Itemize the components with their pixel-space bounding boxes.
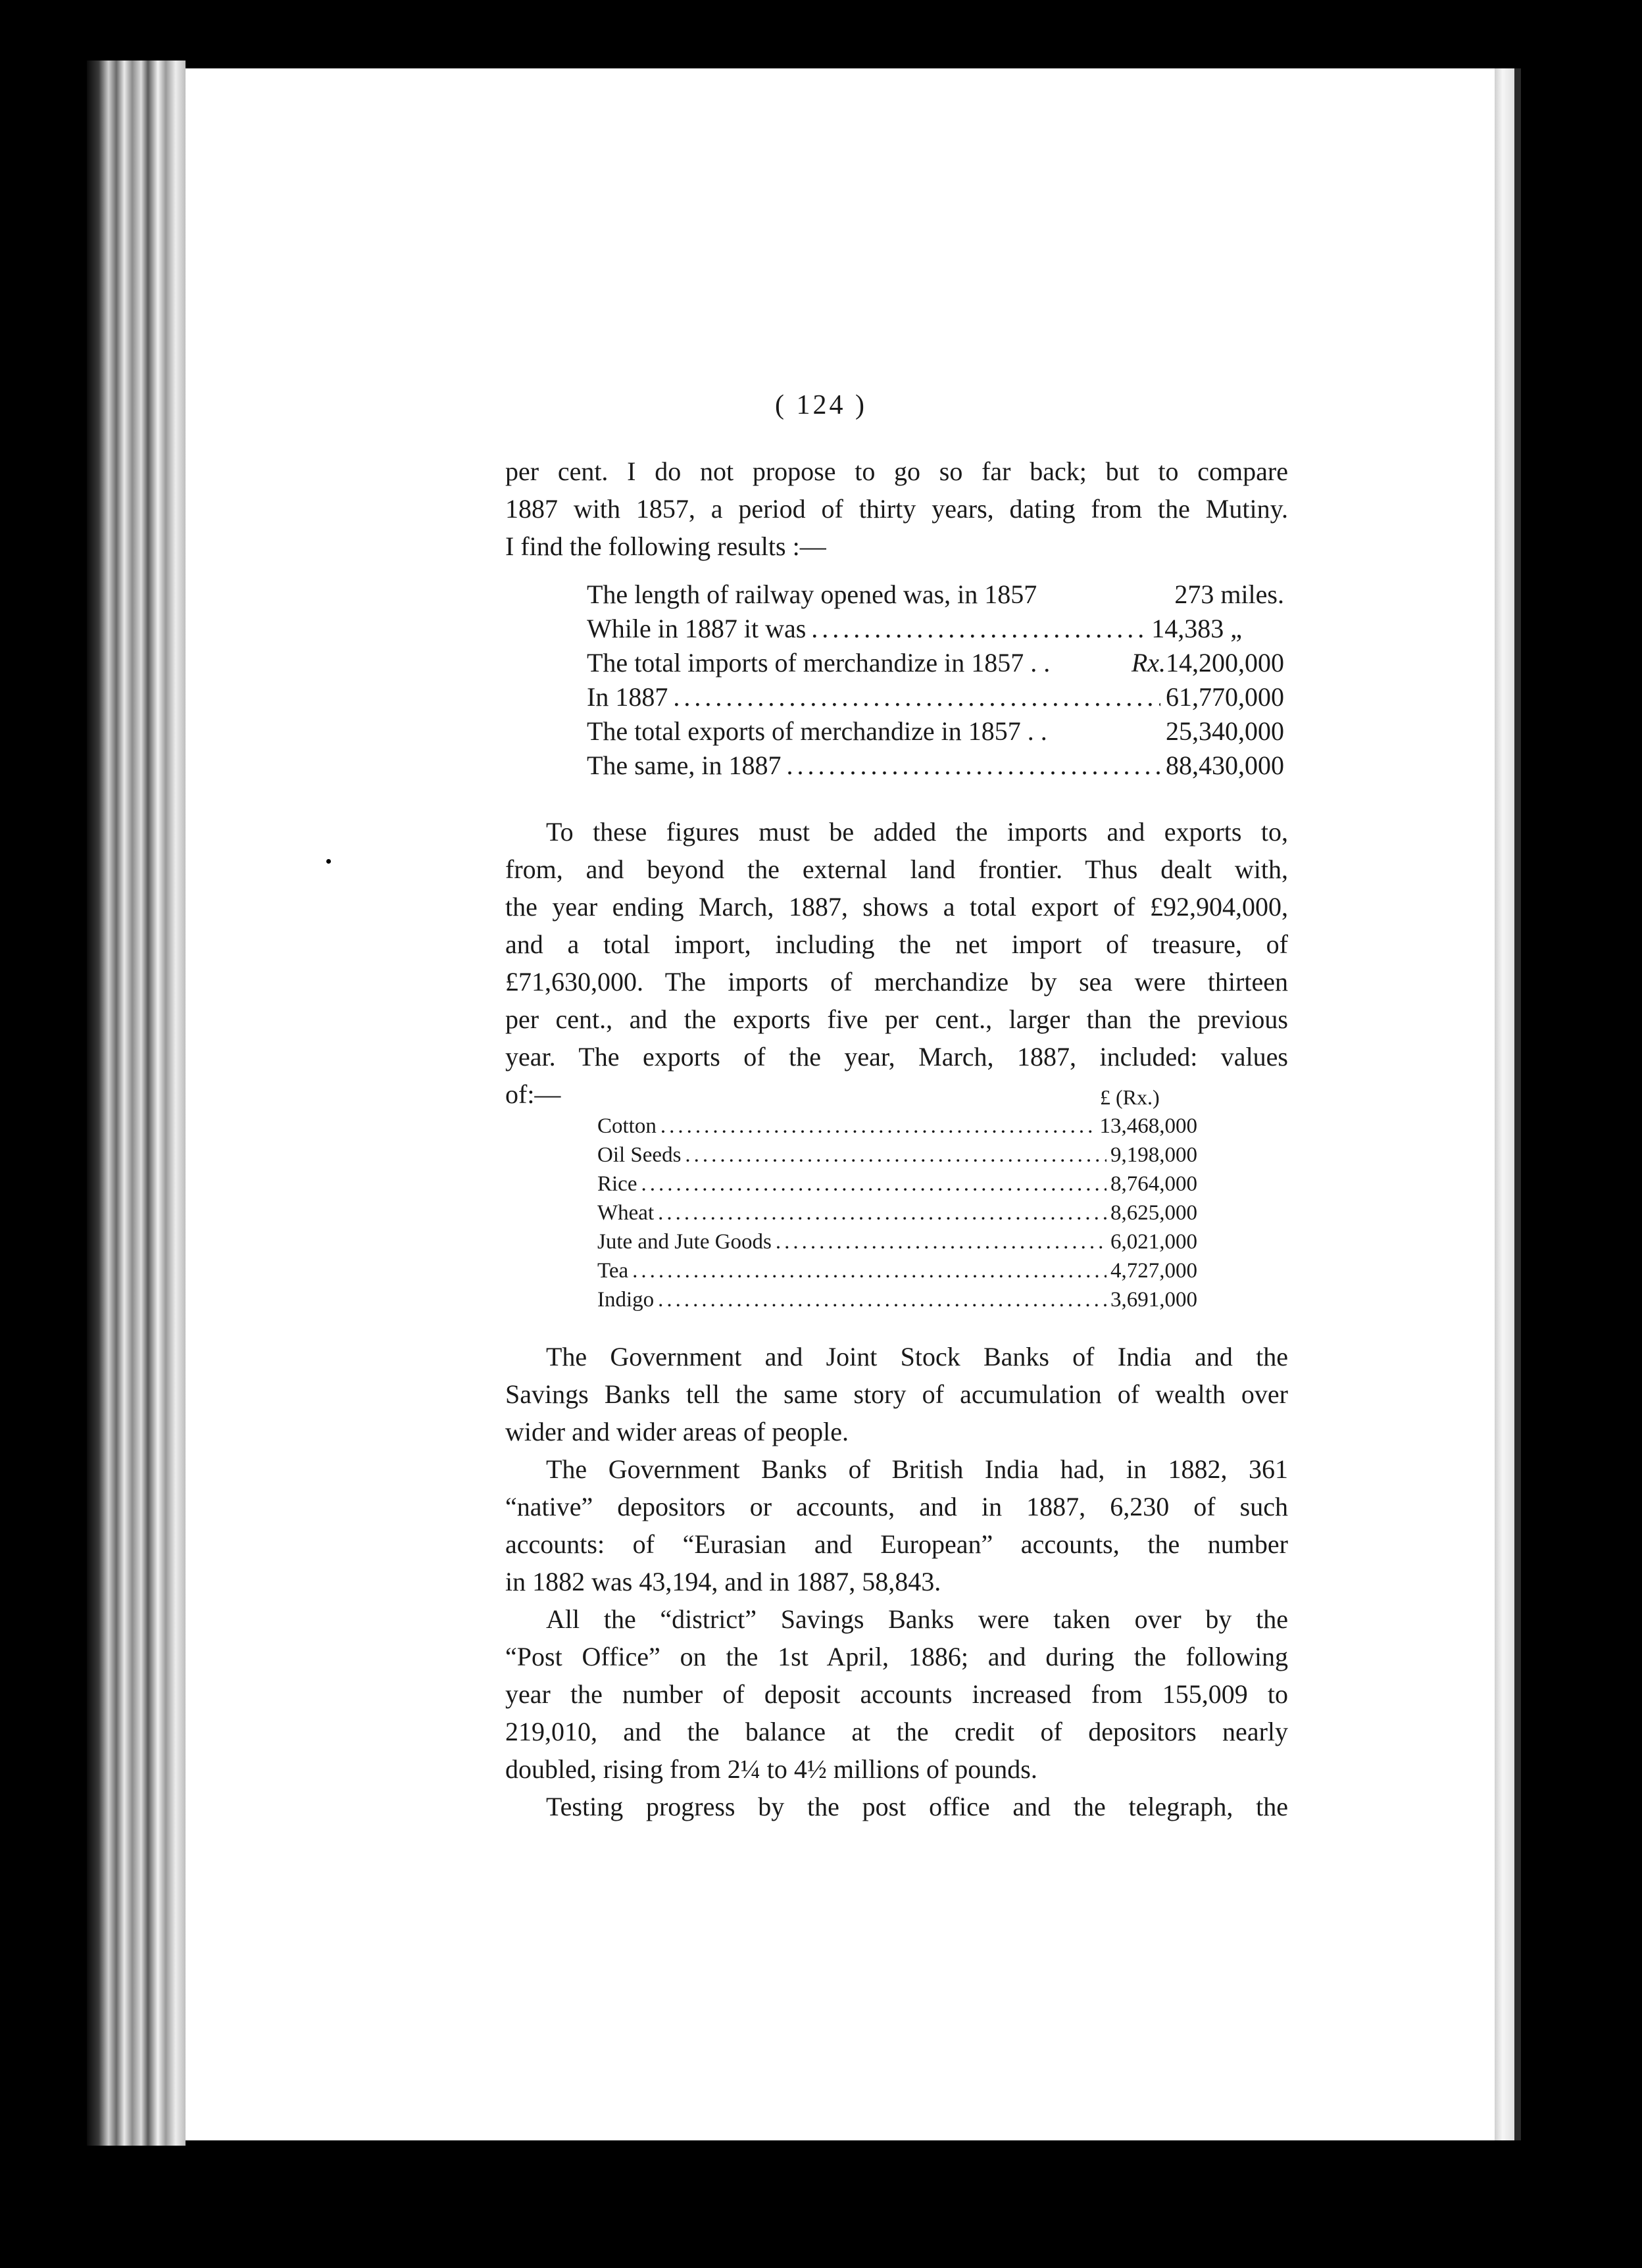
rx-prefix: Rx. bbox=[1131, 648, 1166, 678]
leader-dots bbox=[685, 1143, 1107, 1168]
results-label: The length of railway opened was, in 1857 bbox=[587, 579, 1037, 609]
exports-label: Oil Seeds bbox=[597, 1143, 682, 1167]
exports-row bbox=[597, 1230, 1197, 1259]
exports-label: Rice bbox=[597, 1172, 637, 1196]
paragraph-2-line-1: To these figures must be added the imports and exports to, bbox=[546, 817, 1288, 847]
exports-label: Wheat bbox=[597, 1201, 655, 1225]
leader-dots bbox=[660, 1114, 1096, 1139]
paragraph-4-line-4: in 1882 was 43,194, and in 1887, 58,843. bbox=[505, 1567, 941, 1596]
results-row bbox=[587, 613, 1284, 647]
book-spine bbox=[87, 61, 186, 2146]
exports-row bbox=[597, 1172, 1197, 1201]
paragraph-2-line-6: per cent., and the exports five per cent., larger than the previous bbox=[505, 1004, 1288, 1034]
paragraph-4-line-3: accounts: of “Eurasian and European” accounts, the number bbox=[505, 1529, 1288, 1559]
results-value: 273 miles. bbox=[1174, 579, 1284, 609]
results-value: 25,340,000 bbox=[1166, 716, 1284, 746]
paragraph-5-line-2: “Post Office” on the 1st April, 1886; and during the following bbox=[505, 1642, 1288, 1671]
leader-dots bbox=[811, 613, 1146, 644]
exports-value: 4,727,000 bbox=[1110, 1259, 1197, 1283]
paragraph-2-line-4: and a total import, including the net import of treasure, of bbox=[505, 929, 1288, 959]
leader-dots bbox=[787, 750, 1161, 781]
paragraph-6-line-1: Testing progress by the post office and the telegraph, the bbox=[546, 1792, 1288, 1821]
paragraph-3-line-1: The Government and Joint Stock Banks of India and the bbox=[546, 1342, 1288, 1371]
exports-row bbox=[597, 1114, 1197, 1143]
results-row bbox=[587, 716, 1284, 750]
paragraph-2-line-8: of:— bbox=[505, 1079, 561, 1109]
results-row bbox=[587, 681, 1284, 716]
paragraph-1-line-1: per cent. I do not propose to go so far back; but to compare bbox=[505, 456, 1288, 486]
paragraph-4-line-1: The Government Banks of British India had, in 1882, 361 bbox=[546, 1454, 1288, 1484]
results-value: 61,770,000 bbox=[1166, 682, 1284, 712]
exports-value: 6,021,000 bbox=[1110, 1230, 1197, 1254]
results-value: 14,383 „ bbox=[1151, 614, 1242, 643]
results-label: The same, in 1887 bbox=[587, 751, 782, 780]
paragraph-2-line-5: £71,630,000. The imports of merchandize by sea were thirteen bbox=[505, 967, 1288, 997]
results-row bbox=[587, 579, 1284, 613]
results-row bbox=[587, 647, 1284, 681]
results-value: Rx.14,200,000 bbox=[1131, 648, 1284, 678]
leader-dots bbox=[673, 681, 1160, 712]
ink-speck bbox=[326, 859, 331, 864]
paragraph-5-line-1: All the “district” Savings Banks were taken over by the bbox=[546, 1604, 1288, 1634]
adjacent-page-edge bbox=[1495, 68, 1514, 2140]
paragraph-5-line-3: year the number of deposit accounts increased from 155,009 to bbox=[505, 1679, 1288, 1709]
exports-label: Jute and Jute Goods bbox=[597, 1230, 772, 1254]
page-number: ( 124 ) bbox=[775, 390, 867, 420]
exports-label: Tea bbox=[597, 1259, 629, 1283]
paragraph-2-line-2: from, and beyond the external land frontier. Thus dealt with, bbox=[505, 854, 1288, 884]
results-row bbox=[587, 750, 1284, 784]
exports-row bbox=[597, 1143, 1197, 1172]
exports-value: 8,764,000 bbox=[1110, 1172, 1197, 1196]
exports-value: 9,198,000 bbox=[1110, 1143, 1197, 1167]
exports-value: 13,468,000 bbox=[1099, 1114, 1197, 1138]
leader-dots bbox=[641, 1172, 1107, 1196]
exports-row bbox=[597, 1288, 1197, 1317]
exports-value: 8,625,000 bbox=[1110, 1201, 1197, 1225]
exports-column-header: £ (Rx.) bbox=[1100, 1085, 1160, 1109]
leader-dots bbox=[658, 1288, 1107, 1312]
leader-dots bbox=[632, 1259, 1107, 1283]
results-label: While in 1887 it was bbox=[587, 614, 807, 643]
results-label: In 1887 bbox=[587, 682, 668, 712]
exports-row bbox=[597, 1201, 1197, 1230]
paragraph-3-line-3: wider and wider areas of people. bbox=[505, 1417, 849, 1446]
paragraph-2-line-3: the year ending March, 1887, shows a total export of £92,904,000, bbox=[505, 892, 1288, 922]
paragraph-2-line-7: year. The exports of the year, March, 1887, included: values bbox=[505, 1042, 1288, 1072]
results-label: The total exports of merchandize in 1857 . . bbox=[587, 716, 1047, 746]
paragraph-1-line-3: I find the following results :— bbox=[505, 531, 826, 561]
paragraph-4-line-2: “native” depositors or accounts, and in 1887, 6,230 of such bbox=[505, 1492, 1288, 1521]
paragraph-3-line-2: Savings Banks tell the same story of accumulation of wealth over bbox=[505, 1379, 1288, 1409]
results-value: 88,430,000 bbox=[1166, 751, 1284, 780]
exports-row bbox=[597, 1259, 1197, 1288]
paragraph-5-line-4: 219,010, and the balance at the credit of depositors nearly bbox=[505, 1717, 1288, 1746]
ink-speck bbox=[1549, 1496, 1553, 1500]
leader-dots bbox=[776, 1230, 1107, 1254]
leader-dots bbox=[658, 1201, 1107, 1225]
exports-label: Indigo bbox=[597, 1288, 655, 1312]
paragraph-1-line-2: 1887 with 1857, a period of thirty years, dating from the Mutiny. bbox=[505, 494, 1288, 524]
exports-value: 3,691,000 bbox=[1110, 1288, 1197, 1312]
paragraph-5-line-5: doubled, rising from 2¼ to 4½ millions of pounds. bbox=[505, 1754, 1037, 1784]
results-label: The total imports of merchandize in 1857 . . bbox=[587, 648, 1051, 678]
page-gutter bbox=[1514, 68, 1521, 2140]
exports-label: Cotton bbox=[597, 1114, 657, 1138]
